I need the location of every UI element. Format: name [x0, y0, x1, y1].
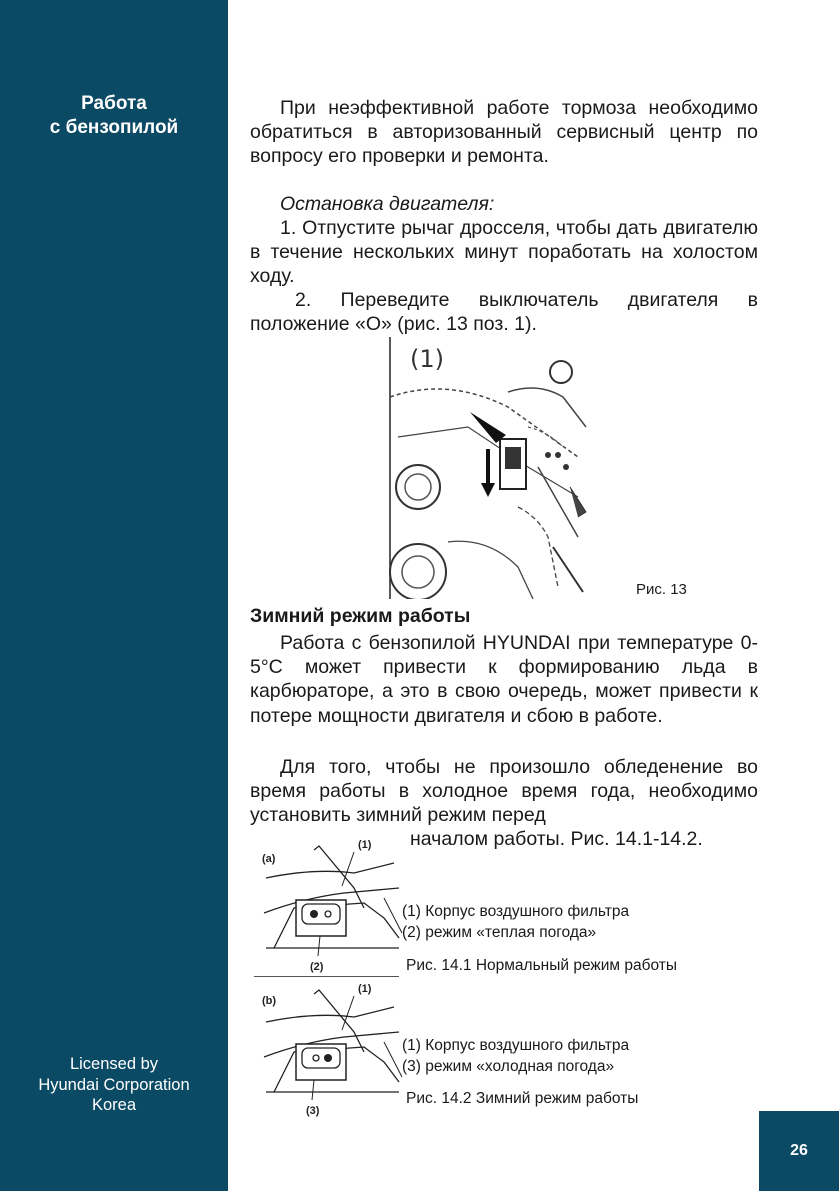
license-line1: Licensed by — [69, 1055, 159, 1073]
fig14-2-callout-2: (3) — [306, 1105, 320, 1117]
sidebar — [0, 0, 228, 1191]
winter-mode-heading: Зимний режим работы — [250, 605, 471, 627]
fig13-label: (1) — [410, 345, 444, 373]
winter-paragraph-1: Работа с бензопилой HYUNDAI при температуре 0-5°С может привести к формированию льда в карбюраторе, а это в свою очередь, может привести к потере мощности двигателя и сбою в работе. — [250, 632, 758, 727]
fig14-2-caption: Рис. 14.2 Зимний режим работы — [406, 1090, 639, 1107]
page-number: 26 — [759, 1111, 839, 1191]
fig14-1-callout-2: (2) — [310, 961, 324, 973]
section-title-line2: с бензопилой — [49, 117, 179, 138]
fig14-1-caption: Рис. 14.1 Нормальный режим работы — [406, 957, 678, 974]
fig14-1-legend-2: (2) режим «теплая погода» — [402, 924, 597, 941]
fig14-2-callout-1: (1) — [358, 983, 372, 995]
fig14-2-legend-1: (1) Корпус воздушного фильтра — [402, 1037, 630, 1054]
stop-step-2: 2. Переведите выключатель двигателя в положение «О» (рис. 13 поз. 1). — [250, 289, 758, 336]
air-filter-normal-illustration — [254, 838, 404, 976]
stop-step-1: 1. Отпустите рычаг дросселя, чтобы дать двигателю в течение нескольких минут поработать на холостом ходу. — [250, 217, 758, 288]
license-note — [0, 1054, 228, 1116]
engine-switch-illustration — [388, 337, 588, 599]
fig14-1-tag: (a) — [262, 853, 276, 865]
winter-paragraph-2-end: началом работы. Рис. 14.1-14.2. — [410, 828, 703, 850]
figure-divider — [254, 976, 399, 977]
stop-engine-heading: Остановка двигателя: — [280, 193, 495, 215]
license-line3: Korea — [91, 1096, 137, 1114]
fig14-1-callout-1: (1) — [358, 839, 372, 851]
license-line2: Hyundai Corporation — [38, 1075, 190, 1094]
fig14-1-legend-1: (1) Корпус воздушного фильтра — [402, 903, 630, 920]
section-title-line1: Работа — [81, 93, 147, 114]
air-filter-winter-illustration — [254, 980, 404, 1120]
section-title — [0, 92, 228, 140]
winter-paragraph-2: Для того, чтобы не произошло обледенение во время работы в холодное время года, необходимо установить зимний режим перед — [250, 756, 758, 827]
fig14-2-legend-2: (3) режим «холодная погода» — [402, 1058, 615, 1075]
fig13-caption: Рис. 13 — [636, 581, 687, 598]
brake-paragraph: При неэффективной работе тормоза необходимо обратиться в авторизованный сервисный центр по вопросу его проверки и ремонта. — [250, 97, 758, 168]
fig14-2-tag: (b) — [262, 995, 277, 1007]
